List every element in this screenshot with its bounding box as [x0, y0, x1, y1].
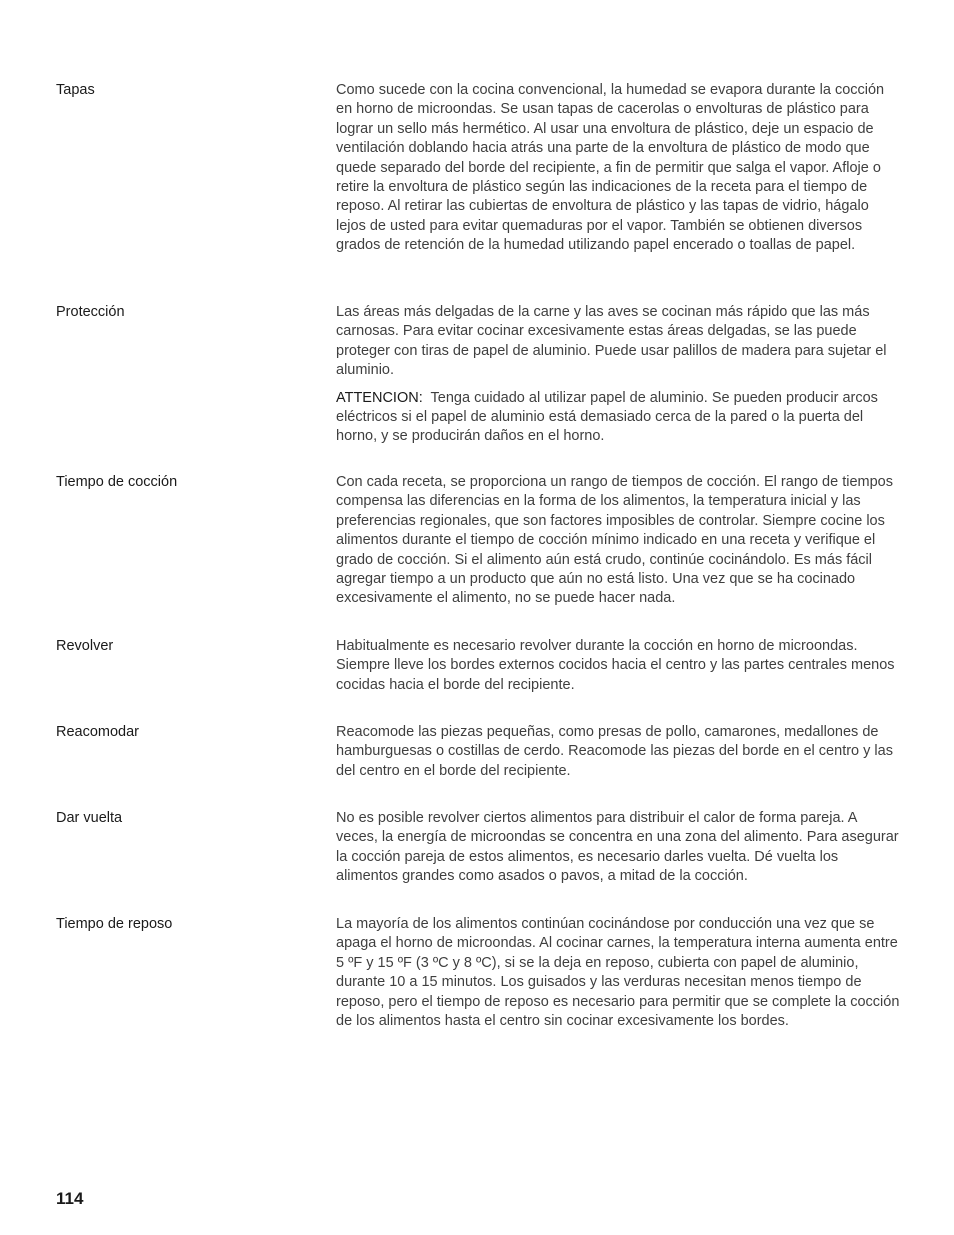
section-body — [336, 303, 902, 447]
section-body — [336, 809, 902, 887]
section-term: Dar vuelta — [56, 810, 123, 826]
body-paragraph: Reacomode las piezas pequeñas, como presas de pollo, camarones, medallones de hamburguesas o costillas de cerdo. Reacomode las piezas del borde en el centro y las del centro en el borde del recipiente. — [336, 724, 893, 779]
body-paragraph: No es posible revolver ciertos alimentos para distribuir el calor de forma pareja. A veces, la energía de microondas se concentra en una zona del alimento. Para asegurar la cocción pareja de estos alimentos, es necesario darles vuelta. Dé vuelta los alimentos grandes como asados o pavos, a mitad de la cocción. — [336, 810, 899, 885]
body-paragraph: La mayoría de los alimentos continúan cocinándose por conducción una vez que se apaga el horno de microondas. Al cocinar carnes, la temperatura interna aumenta entre 5 ºF y 15 ºF (3 ºC y 8 ºC), si se la deja en reposo, cubierta con papel de aluminio, durante 10 a 15 minutos. Los guisados y las verduras necesitan menos tiempo de reposo, pero el tiempo de reposo es necesario para permitir que se complete la cocción de los alimentos hasta el centro sin cocinar excesivamente los bordes. — [336, 916, 900, 1030]
caution-paragraph — [336, 389, 902, 447]
body-paragraph: Las áreas más delgadas de la carne y las aves se cocinan más rápido que las más carnosas. Para evitar cocinar excesivamente estas áreas delgadas, se las puede proteger con tiras de papel de aluminio. Puede usar palillos de madera para sujetar el aluminio. — [336, 304, 887, 379]
section-body — [336, 473, 902, 609]
page-number: 114 — [56, 1189, 84, 1208]
caution-label: ATTENCION: — [336, 389, 423, 406]
section-term: Tiempo de reposo — [56, 916, 173, 932]
section-body — [336, 915, 902, 1031]
section-body — [336, 637, 902, 695]
section-term: Tapas — [56, 82, 95, 98]
section-body — [336, 723, 902, 781]
section-term: Revolver — [56, 638, 114, 654]
section-term: Reacomodar — [56, 724, 140, 740]
body-paragraph: Habitualmente es necesario revolver durante la cocción en horno de microondas. Siempre lleve los bordes externos cocidos hacia el centro y las partes centrales menos cocidas hacia el borde del recipiente. — [336, 638, 895, 693]
body-paragraph: Como sucede con la cocina convencional, la humedad se evapora durante la cocción en horno de microondas. Se usan tapas de cacerolas o envolturas de plástico para lograr un sello más hermético. Al usar una envoltura de plástico, deje un espacio de ventilación doblando hacia atrás una parte de la envoltura de plástico de modo que quede separado del borde del recipiente, a fin de permitir que salga el vapor. Afloje o retire la envoltura de plástico según las indicaciones de la receta para el tiempo de reposo. Al retirar las cubiertas de envoltura de plástico y las tapas de vidrio, hágalo lejos de usted para evitar quemaduras por el vapor. También se obtienen diversos grados de retención de la humedad utilizando papel encerado o toallas de papel. — [336, 82, 885, 254]
body-paragraph: Con cada receta, se proporciona un rango de tiempos de cocción. El rango de tiempos compensa las diferencias en la forma de los alimentos, la temperatura inicial y las preferencias regionales, que son factores imposibles de controlar. Siempre cocine los alimentos durante el tiempo de cocción mínimo indicado en una receta y verifique el grado de cocción. Si el alimento aún está crudo, continúe cocinándolo. Es más fácil agregar tiempo a un producto que aún no está listo. Una vez que se ha cocinado excesivamente el alimento, no se puede hacer nada. — [336, 474, 893, 607]
section-term: Tiempo de cocción — [56, 474, 178, 490]
section-body — [336, 81, 902, 256]
caution-text: Tenga cuidado al utilizar papel de aluminio. Se pueden producir arcos eléctricos si el papel de aluminio está demasiado cerca de la pared o la puerta del horno, y se producirán daños en el horno. — [336, 389, 878, 445]
section-term: Protección — [56, 304, 125, 320]
